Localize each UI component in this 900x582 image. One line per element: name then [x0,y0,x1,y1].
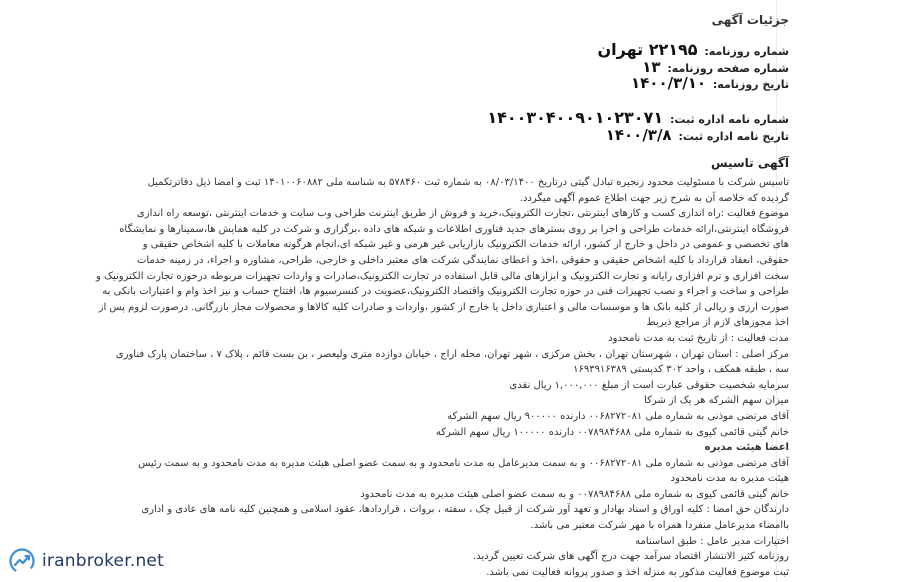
registry-letter-date-row [89,126,789,144]
registry-letter-date-label: تاریخ نامه اداره ثبت: [678,130,789,143]
ad-line: طراحی و ساخت و اجراء و نصب تجهیزات فنی در حوزه تجارت الکترونیک واقتصاد الکترونیک،عضویت در کنسرسیوم ها، افتتاح حساب و نیز اخذ وام و اعتبارات بانکی به [102,286,789,298]
ad-line: سخت افزاری و نرم افزاری رایانه و تجارت الکترونیک و ابزارهای مالی قابل استفاده در تجارت الکترونیک،صادرات و واردات تجهیزات مربوطه درحوزه تجارت الکترونیک و [96,270,789,282]
ad-line: آقای مرتضی موذنی به شماره ملی ۰۰۶۸۲۷۲۰۸۱ دارنده ۹۰۰۰۰۰ ریال سهم الشرکه [447,410,789,422]
site-logo[interactable] [8,546,164,576]
ad-line: هیئت مدیره به مدت نامحدود [670,473,789,485]
ad-line: موضوع فعالیت :راه اندازی کسب و کارهای اینترنتی ،تجارت الکترونیک،خرید و فروش از طریق اینترنت طراحی وب سایت و خدمات اینترنتی ،توسعه راه اندازی [136,208,789,220]
page-number-label: شماره صفحه روزنامه: [667,62,789,75]
logo-text: iranbroker.net [42,551,164,571]
newspaper-number-label: شماره روزنامه: [704,45,789,58]
ad-line: خانم گیتی قائمی کیوی به شماره ملی ۰۰۷۸۹۸۴۶۸۸ دارنده ۱۰۰۰۰۰ ریال سهم الشرکه [435,426,789,438]
ad-title: آگهی تاسیس [710,156,789,170]
page-number-value: ۱۳ [642,58,661,76]
ad-line: دارندگان حق امضا : کلیه اوراق و اسناد بهادار و تعهد آور شرکت از قبیل چک ، سفته ، بروات ، قراردادها، عقود اسلامی و همچنین کلیه نامه های عادی و اداری [141,504,789,516]
registry-letter-number-value: ۱۴۰۰۳۰۴۰۰۹۰۱۰۲۳۰۷۱ [487,108,664,127]
growth-chart-icon [8,547,36,575]
ad-line: اختیارات مدیر عامل : طبق اساسنامه [635,535,789,547]
ad-line: باامضاء مدیرعامل منفردا همراه با مهر شرکت معتبر می باشد. [530,520,789,532]
newspaper-number-value: ۲۲۱۹۵ تهران [597,40,698,59]
newspaper-number-row [89,40,789,59]
ad-line: سه ، طبقه همکف ، واحد ۳۰۲ کدپستی ۱۶۹۳۹۱۶۳۸۹ [573,364,789,376]
ad-line: میزان سهم الشرکه هر یک از شرکا [644,395,789,407]
page-title: جزئیات آگهی [711,13,789,27]
ad-line: گردیده که خلاصه آن به شرح زیر جهت اطلاع عموم آگهی میگردد. [519,192,789,204]
ad-line: سرمایه شخصیت حقوقی عبارت است از مبلغ ۱,۰۰۰,۰۰۰ ریال نقدی [509,379,789,391]
newspaper-date-row [89,74,789,92]
registry-letter-number-label: شماره نامه اداره ثبت: [669,113,789,126]
newspaper-date-value: ۱۴۰۰/۳/۱۰ [630,74,707,92]
ad-line: اخذ مجوزهای لازم از مراجع ذیربط [646,317,789,329]
ad-line: مدت فعالیت : از تاریخ ثبت به مدت نامحدود [608,332,789,344]
ad-line: تاسیس شرکت با مسئولیت محدود زنجیره تبادل گیتی درتاریخ ۰۸/۰۳/۱۴۰۰ به شماره ثبت ۵۷۸۴۶۰ به شناسه ملی ۱۴۰۱۰۰۶۰۸۸۲ ثبت و امضا ذیل دفاترتکمیل [147,177,789,188]
ad-line: آقای مرتضی موذنی به شماره ملی ۰۰۶۸۲۷۲۰۸۱ و به سمت مدیرعامل به مدت نامحدود و به سمت عضو اصلی هیئت مدیره به مدت نامحدود و به سمت رئیس [138,457,789,469]
registry-letter-number-row [89,108,789,127]
ad-line: خانم گیتی قائمی کیوی به شماره ملی ۰۰۷۸۹۸۴۶۸۸ و به سمت عضو اصلی هیئت مدیره به مدت نامحدود [360,488,789,500]
ad-line: ثبت موضوع فعالیت مذکور به منزله اخذ و صدور پروانه فعالیت نمی باشد. [486,566,789,578]
ad-line: حقوقی، انعقاد قرارداد با کلیه اشخاص حقیقی و حقوقی ،اخذ و اعطای نمایندگی شرکت های معتبر داخلی و خارجی، طراحی، مشاوره و اجراء، در زمینه خدمات [136,254,789,266]
registry-letter-date-value: ۱۴۰۰/۳/۸ [605,126,672,144]
ad-body [89,175,789,580]
ad-line: مرکز اصلی : استان تهران ، شهرستان تهران ، بخش مرکزی ، شهر تهران، محله اراج ، خیابان دوازده متری ولیعصر ، بن بست قائم ، پلاک ۷ ، ساختمان پارک فناوری [115,348,789,360]
ad-line: های تخصصی و عمومی در داخل و خارج از کشور، ارائه خدمات الکترونیک بازاریابی غیر هرمی و غیر شبکه ای،انجام هرگونه معاملات با کلیه اشخاص حقیقی و [142,239,789,251]
board-members-heading: اعضا هیئت مدیره [704,442,789,454]
newspaper-date-label: تاریخ روزنامه: [712,78,789,91]
ad-line: صورت ارزی و ریالی از کلیه بانک ها و موسسات مالی و اعتباری داخل یا خارج از کشور ،واردات و صادرات کلیه کالاها و محصولات مجاز بازرگانی. درصورت لزوم پس از [98,301,789,313]
ad-line: فروشگاه اینترنتی،ارائه خدمات طراحی و اجرا بر روی بسترهای جدید فناوری اطلاعات و شبکه های داده ،برگزاری و شرکت در کلیه همایش ها،سمینارها و نمایشگاه [119,223,789,235]
ad-line: روزنامه کثیر الانتشار اقتصاد سرآمد جهت درج آگهی های شرکت تعیین گردید. [472,551,789,563]
